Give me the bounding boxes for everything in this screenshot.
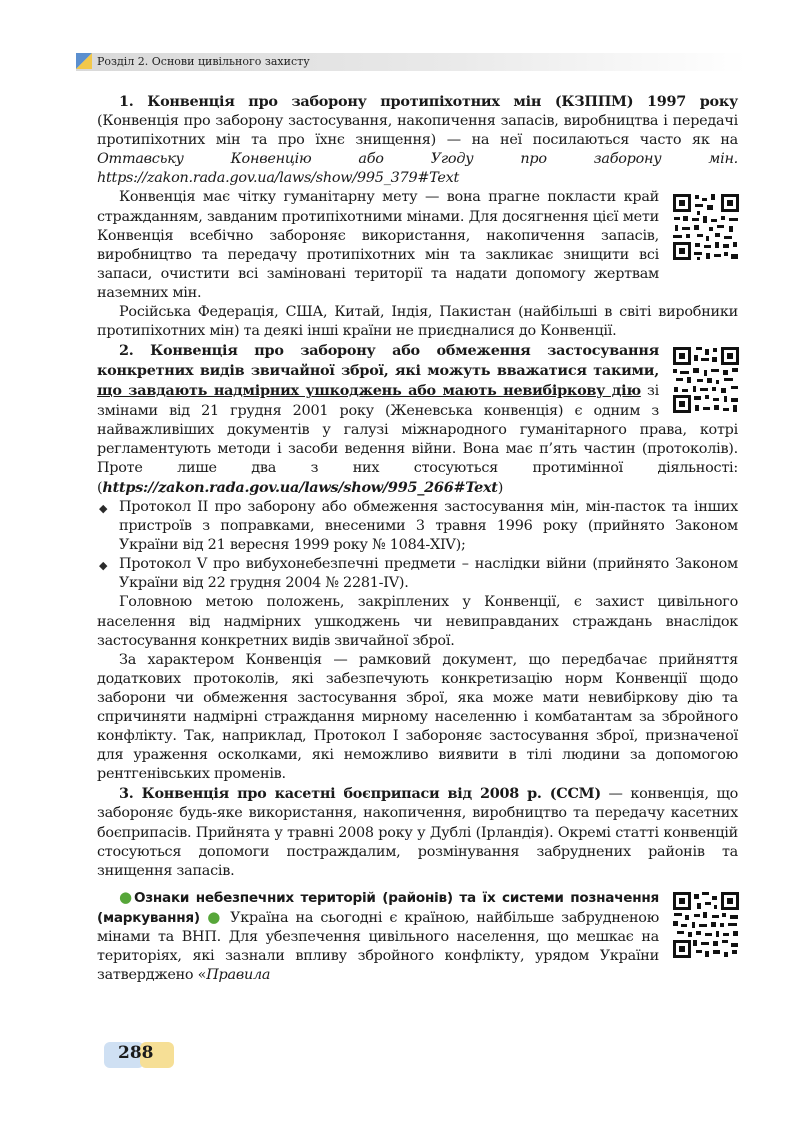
geneva-paren: ) <box>497 479 504 496</box>
paragraph-nonsigners: Російська Федерація, США, Китай, Індія, Пакистан (найбільші в світі виробники протипіхотних мін) та деякі інші країни не приєдналися до Конвенції. <box>97 304 738 340</box>
kzppm-link[interactable]: Оттавську Конвенцію або Угоду про заборону мін. https://zakon.rada.gov.ua/laws/show/995_379#Text <box>97 151 738 187</box>
geneva-title-underlined: що завдають надмірних ушкоджень або мають невибіркову дію <box>97 382 641 400</box>
geneva-title: 2. Конвенція про заборону або обмеження застосування конкретних видів звичайної зброї, які можуть вважатися такими, <box>97 342 659 380</box>
qr-code-icon[interactable] <box>671 192 741 262</box>
green-dot-icon: ● <box>119 887 134 906</box>
ccm-text: — конвенція, що забороняє будь-яке використання, накопичення, виробництво та передачу касетних боєприпасів. Прийнята у травні 2008 року у Дублі (Ірландія). Окремі статті конвенцій стосуються допомоги постраждалим, розмінування забруднених районів та знищення запасів. <box>97 786 738 879</box>
diamond-bullet-icon: ◆ <box>99 501 108 515</box>
paragraph-ccm <box>97 784 738 880</box>
header-corner-icon <box>76 53 92 69</box>
list-item <box>97 498 738 555</box>
list-item-text: Протокол II про заборону або обмеження застосування мін, мін-пасток та інших пристроїв з поправками, внесеними 3 травня 1996 року (прийнято Законом України від 21 вересня 1999 року № 1084-XIV); <box>119 498 738 554</box>
paragraph-kzppm <box>97 92 738 188</box>
running-header: Розділ 2. Основи цивільного захисту <box>97 55 310 68</box>
paragraph-geneva <box>97 341 738 498</box>
section-heading: Ознаки небезпечних територій (районів) та їх системи позначення (маркування) <box>97 889 660 926</box>
geneva-text: зі змінами від 21 грудня 2001 року (Женевська конвенція) є одним з найважливіших документів у галузі міжнародного гуманітарного права, котрі регламентують методи і засоби ведення війни. Вона має п’ять частин (протоколів). Проте лише два з них стосуються протимінної діяльності: ( <box>97 383 738 496</box>
paragraph-goal: Конвенція має чітку гуманітарну мету — вона прагне покласти край стражданням, завданим протипіхотними мінами. Для досягнення цієї мети Конвенція всебічно забороняє використання, накопичення запасів, виробництво та передачу протипіхотних мін та закликає знищити всі запаси, очистити всі заміновані території та надати допомогу жертвам наземних мін. <box>97 189 659 301</box>
section-spacer <box>97 881 738 888</box>
kzppm-text: (Конвенція про заборону застосування, накопичення запасів, виробництва і передачі протипіхотних мін та про їхнє знищення) — на неї посилаються часто як на <box>97 113 738 149</box>
kzppm-title: 1. Конвенція про заборону протипіхотних мін (КЗППМ) 1997 року <box>119 93 738 110</box>
page-number: 288 <box>118 1043 154 1063</box>
diamond-bullet-icon: ◆ <box>99 559 108 573</box>
markings-italic: Правила <box>206 967 271 984</box>
paragraph-markings <box>97 888 738 985</box>
geneva-link[interactable]: https://zakon.rada.gov.ua/laws/show/995_266#Text <box>102 478 498 496</box>
paragraph-framework: За характером Конвенція — рамковий документ, що передбачає прийняття додаткових протоколів, які забезпечують конкретизацію норм Конвенції щодо заборони чи обмеження застосування зброї, яка може мати невибіркову дію та спричиняти надмірні страждання мирному населенню і комбатантам за збройного конфлікту. Так, наприклад, Протокол I забороняє застосування зброї, призначеної для ураження осколками, які неможливо виявити в тілі людини за допомогою рентгенівських променів. <box>97 651 738 783</box>
list-item-text: Протокол V про вибухонебезпечні предмети – наслідки війни (прийнято Законом України від 22 грудня 2004 № 2281-IV). <box>119 556 738 592</box>
ccm-title: 3. Конвенція про касетні боєприпаси від 2008 р. (CCM) <box>119 785 601 803</box>
page-content <box>97 92 738 985</box>
qr-code-icon[interactable] <box>671 890 741 960</box>
list-item <box>97 555 738 593</box>
qr-code-icon[interactable] <box>671 345 741 415</box>
paragraph-main-goal: Головною метою положень, закріплених у Конвенції, є захист цивільного населення від надмірних ушкоджень чи невиправданих страждань внаслідок застосування конкретних видів звичайної зброї. <box>97 594 738 649</box>
markings-text: Україна на сьогодні є країною, найбільше забрудненою мінами та ВНП. Для убезпечення цивільного населення, що мешкає на територіях, які зазнали впливу збройного конфлікту, урядом України затверджено « <box>97 909 659 984</box>
green-dot-icon: ● <box>199 907 223 926</box>
protocol-list <box>97 498 738 593</box>
